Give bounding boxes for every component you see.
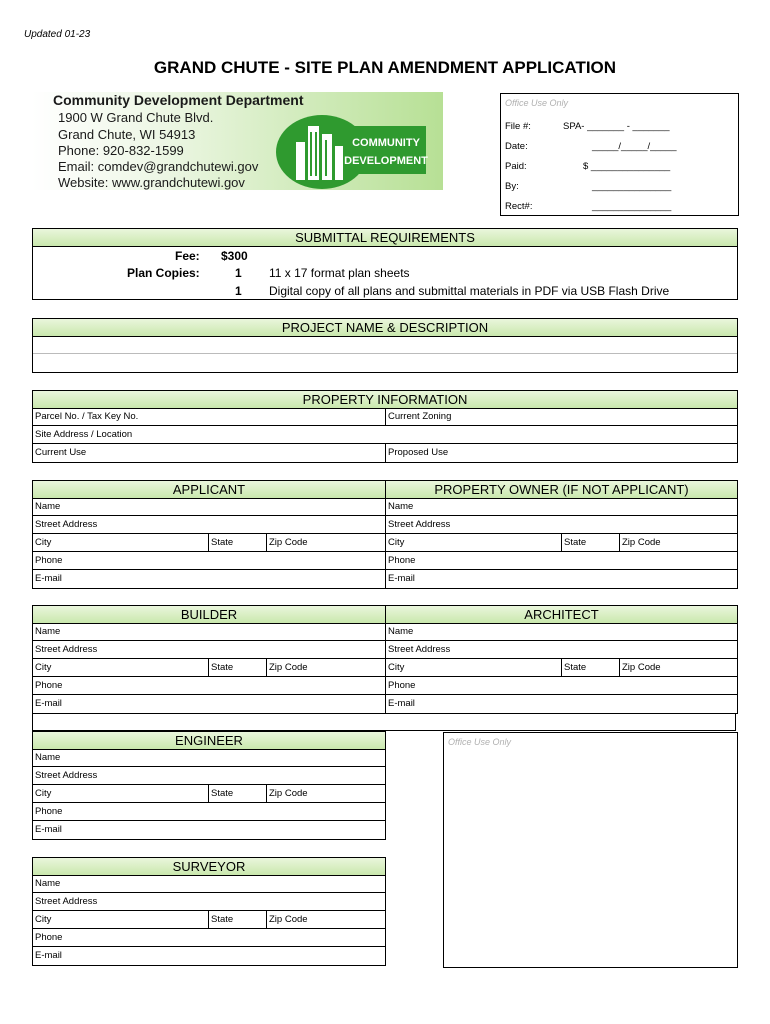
applicant-city-row[interactable] bbox=[33, 534, 385, 552]
owner-street-row[interactable] bbox=[386, 516, 737, 534]
applicant-name-label: Name bbox=[35, 501, 61, 512]
logo-text-development: DEVELOPMENT bbox=[344, 155, 428, 167]
builder-email-row[interactable] bbox=[33, 695, 385, 713]
surveyor-phone-label: Phone bbox=[35, 932, 63, 943]
current-use-label: Current Use bbox=[35, 447, 87, 458]
office-date-value[interactable]: _____/_____/_____ bbox=[592, 141, 677, 152]
project-line-1[interactable] bbox=[33, 336, 737, 354]
current-zoning-field[interactable] bbox=[385, 408, 737, 425]
surveyor-zip-field[interactable] bbox=[266, 911, 385, 928]
office-paid-value[interactable]: $ _______________ bbox=[583, 161, 671, 172]
architect-phone-label: Phone bbox=[388, 680, 416, 691]
surveyor-state-label: State bbox=[211, 914, 234, 925]
builder-street-label: Street Address bbox=[35, 644, 98, 655]
applicant-box bbox=[32, 498, 386, 589]
engineer-heading: ENGINEER bbox=[32, 731, 386, 750]
department-name: Community Development Department bbox=[53, 92, 304, 108]
builder-heading: BUILDER bbox=[32, 605, 386, 624]
applicant-state-label: State bbox=[211, 537, 234, 548]
applicant-street-row[interactable] bbox=[33, 516, 385, 534]
engineer-street-row[interactable] bbox=[33, 767, 385, 785]
applicant-street-label: Street Address bbox=[35, 519, 98, 530]
architect-zip-label: Zip Code bbox=[622, 662, 661, 673]
architect-heading: ARCHITECT bbox=[385, 605, 738, 624]
builder-box bbox=[32, 623, 386, 714]
submittal-box bbox=[32, 246, 738, 300]
logo-text-community: COMMUNITY bbox=[352, 137, 420, 149]
owner-name-row[interactable] bbox=[386, 498, 737, 516]
department-email: Email: comdev@grandchutewi.gov bbox=[58, 159, 259, 174]
owner-city-row[interactable] bbox=[386, 534, 737, 552]
surveyor-state-field[interactable] bbox=[208, 911, 269, 928]
applicant-zip-field[interactable] bbox=[266, 534, 385, 551]
office-use-lower-label: Office Use Only bbox=[448, 737, 512, 747]
fee-label: Fee: bbox=[175, 249, 200, 263]
current-zoning-label: Current Zoning bbox=[388, 411, 452, 422]
builder-name-label: Name bbox=[35, 626, 61, 637]
builder-architect-spacer bbox=[32, 713, 736, 731]
engineer-zip-label: Zip Code bbox=[269, 788, 308, 799]
surveyor-email-row[interactable] bbox=[33, 947, 385, 965]
builder-zip-label: Zip Code bbox=[269, 662, 308, 673]
property-heading: PROPERTY INFORMATION bbox=[32, 390, 738, 409]
engineer-box bbox=[32, 749, 386, 840]
owner-zip-label: Zip Code bbox=[622, 537, 661, 548]
department-website: Website: www.grandchutewi.gov bbox=[58, 175, 245, 190]
builder-state-field[interactable] bbox=[208, 659, 269, 676]
engineer-email-label: E-mail bbox=[35, 824, 62, 835]
office-paid-label: Paid: bbox=[505, 161, 527, 172]
office-use-box bbox=[500, 93, 739, 216]
office-file-value[interactable]: SPA- _______ - _______ bbox=[563, 121, 670, 132]
surveyor-street-row[interactable] bbox=[33, 893, 385, 911]
builder-city-label: City bbox=[35, 662, 52, 673]
site-address-label: Site Address / Location bbox=[35, 429, 133, 440]
engineer-city-row[interactable] bbox=[33, 785, 385, 803]
surveyor-city-label: City bbox=[35, 914, 52, 925]
builder-phone-row[interactable] bbox=[33, 677, 385, 695]
parcel-row[interactable] bbox=[33, 408, 737, 426]
department-address2: Grand Chute, WI 54913 bbox=[58, 127, 196, 142]
surveyor-zip-label: Zip Code bbox=[269, 914, 308, 925]
architect-name-label: Name bbox=[388, 626, 414, 637]
engineer-city-label: City bbox=[35, 788, 52, 799]
department-phone: Phone: 920-832-1599 bbox=[58, 143, 184, 158]
community-development-logo bbox=[272, 112, 432, 192]
copies-qty-1: 1 bbox=[235, 266, 242, 280]
architect-street-label: Street Address bbox=[388, 644, 451, 655]
architect-state-field[interactable] bbox=[561, 659, 622, 676]
builder-city-row[interactable] bbox=[33, 659, 385, 677]
owner-city-label: City bbox=[388, 537, 405, 548]
office-rect-label: Rect#: bbox=[505, 201, 533, 212]
proposed-use-label: Proposed Use bbox=[388, 447, 449, 458]
engineer-email-row[interactable] bbox=[33, 821, 385, 839]
updated-date: Updated 01-23 bbox=[24, 29, 91, 40]
applicant-zip-label: Zip Code bbox=[269, 537, 308, 548]
owner-email-row[interactable] bbox=[386, 570, 737, 588]
office-by-label: By: bbox=[505, 181, 519, 192]
owner-email-label: E-mail bbox=[388, 573, 415, 584]
engineer-street-label: Street Address bbox=[35, 770, 98, 781]
architect-city-label: City bbox=[388, 662, 405, 673]
architect-zip-field[interactable] bbox=[619, 659, 737, 676]
architect-name-row[interactable] bbox=[386, 623, 737, 641]
office-file-label: File #: bbox=[505, 121, 531, 132]
project-line-2[interactable] bbox=[33, 354, 737, 371]
owner-name-label: Name bbox=[388, 501, 414, 512]
architect-email-label: E-mail bbox=[388, 698, 415, 709]
proposed-use-field[interactable] bbox=[385, 444, 737, 462]
owner-box bbox=[385, 498, 738, 589]
applicant-email-row[interactable] bbox=[33, 570, 385, 588]
architect-street-row[interactable] bbox=[386, 641, 737, 659]
parcel-label: Parcel No. / Tax Key No. bbox=[35, 411, 139, 422]
surveyor-heading: SURVEYOR bbox=[32, 857, 386, 876]
builder-street-row[interactable] bbox=[33, 641, 385, 659]
surveyor-phone-row[interactable] bbox=[33, 929, 385, 947]
applicant-state-field[interactable] bbox=[208, 534, 269, 551]
owner-heading: PROPERTY OWNER (IF NOT APPLICANT) bbox=[385, 480, 738, 499]
owner-street-label: Street Address bbox=[388, 519, 451, 530]
builder-phone-label: Phone bbox=[35, 680, 63, 691]
architect-box bbox=[385, 623, 738, 714]
project-heading: PROJECT NAME & DESCRIPTION bbox=[32, 318, 738, 337]
copies-desc-1: 11 x 17 format plan sheets bbox=[269, 266, 410, 280]
builder-email-label: E-mail bbox=[35, 698, 62, 709]
surveyor-street-label: Street Address bbox=[35, 896, 98, 907]
surveyor-email-label: E-mail bbox=[35, 950, 62, 961]
surveyor-city-row[interactable] bbox=[33, 911, 385, 929]
architect-state-label: State bbox=[564, 662, 587, 673]
applicant-name-row[interactable] bbox=[33, 498, 385, 516]
engineer-name-row[interactable] bbox=[33, 749, 385, 767]
engineer-zip-field[interactable] bbox=[266, 785, 385, 802]
applicant-email-label: E-mail bbox=[35, 573, 62, 584]
surveyor-name-row[interactable] bbox=[33, 875, 385, 893]
owner-state-field[interactable] bbox=[561, 534, 622, 551]
builder-zip-field[interactable] bbox=[266, 659, 385, 676]
owner-zip-field[interactable] bbox=[619, 534, 737, 551]
property-box bbox=[32, 408, 738, 463]
copies-qty-2: 1 bbox=[235, 284, 242, 298]
surveyor-box bbox=[32, 875, 386, 966]
architect-city-row[interactable] bbox=[386, 659, 737, 677]
use-row[interactable] bbox=[33, 444, 737, 462]
submittal-heading: SUBMITTAL REQUIREMENTS bbox=[32, 228, 738, 247]
project-box bbox=[32, 336, 738, 373]
engineer-state-label: State bbox=[211, 788, 234, 799]
engineer-phone-row[interactable] bbox=[33, 803, 385, 821]
architect-email-row[interactable] bbox=[386, 695, 737, 713]
applicant-phone-label: Phone bbox=[35, 555, 63, 566]
owner-phone-label: Phone bbox=[388, 555, 416, 566]
applicant-city-label: City bbox=[35, 537, 52, 548]
office-use-lower-box bbox=[443, 732, 738, 968]
department-address1: 1900 W Grand Chute Blvd. bbox=[58, 110, 214, 125]
engineer-phone-label: Phone bbox=[35, 806, 63, 817]
surveyor-name-label: Name bbox=[35, 878, 61, 889]
engineer-state-field[interactable] bbox=[208, 785, 269, 802]
owner-state-label: State bbox=[564, 537, 587, 548]
applicant-heading: APPLICANT bbox=[32, 480, 386, 499]
office-date-label: Date: bbox=[505, 141, 528, 152]
engineer-name-label: Name bbox=[35, 752, 61, 763]
fee-value: $300 bbox=[221, 249, 248, 263]
builder-state-label: State bbox=[211, 662, 234, 673]
form-title: GRAND CHUTE - SITE PLAN AMENDMENT APPLICATION bbox=[153, 58, 617, 77]
office-by-value[interactable]: _______________ bbox=[592, 181, 672, 192]
builder-name-row[interactable] bbox=[33, 623, 385, 641]
site-address-row[interactable] bbox=[33, 426, 737, 444]
plan-copies-label: Plan Copies: bbox=[127, 266, 200, 280]
copies-desc-2: Digital copy of all plans and submittal materials in PDF via USB Flash Drive bbox=[269, 284, 670, 298]
owner-phone-row[interactable] bbox=[386, 552, 737, 570]
office-rect-value[interactable]: _______________ bbox=[592, 201, 672, 212]
office-use-label: Office Use Only bbox=[505, 98, 569, 108]
architect-phone-row[interactable] bbox=[386, 677, 737, 695]
applicant-phone-row[interactable] bbox=[33, 552, 385, 570]
